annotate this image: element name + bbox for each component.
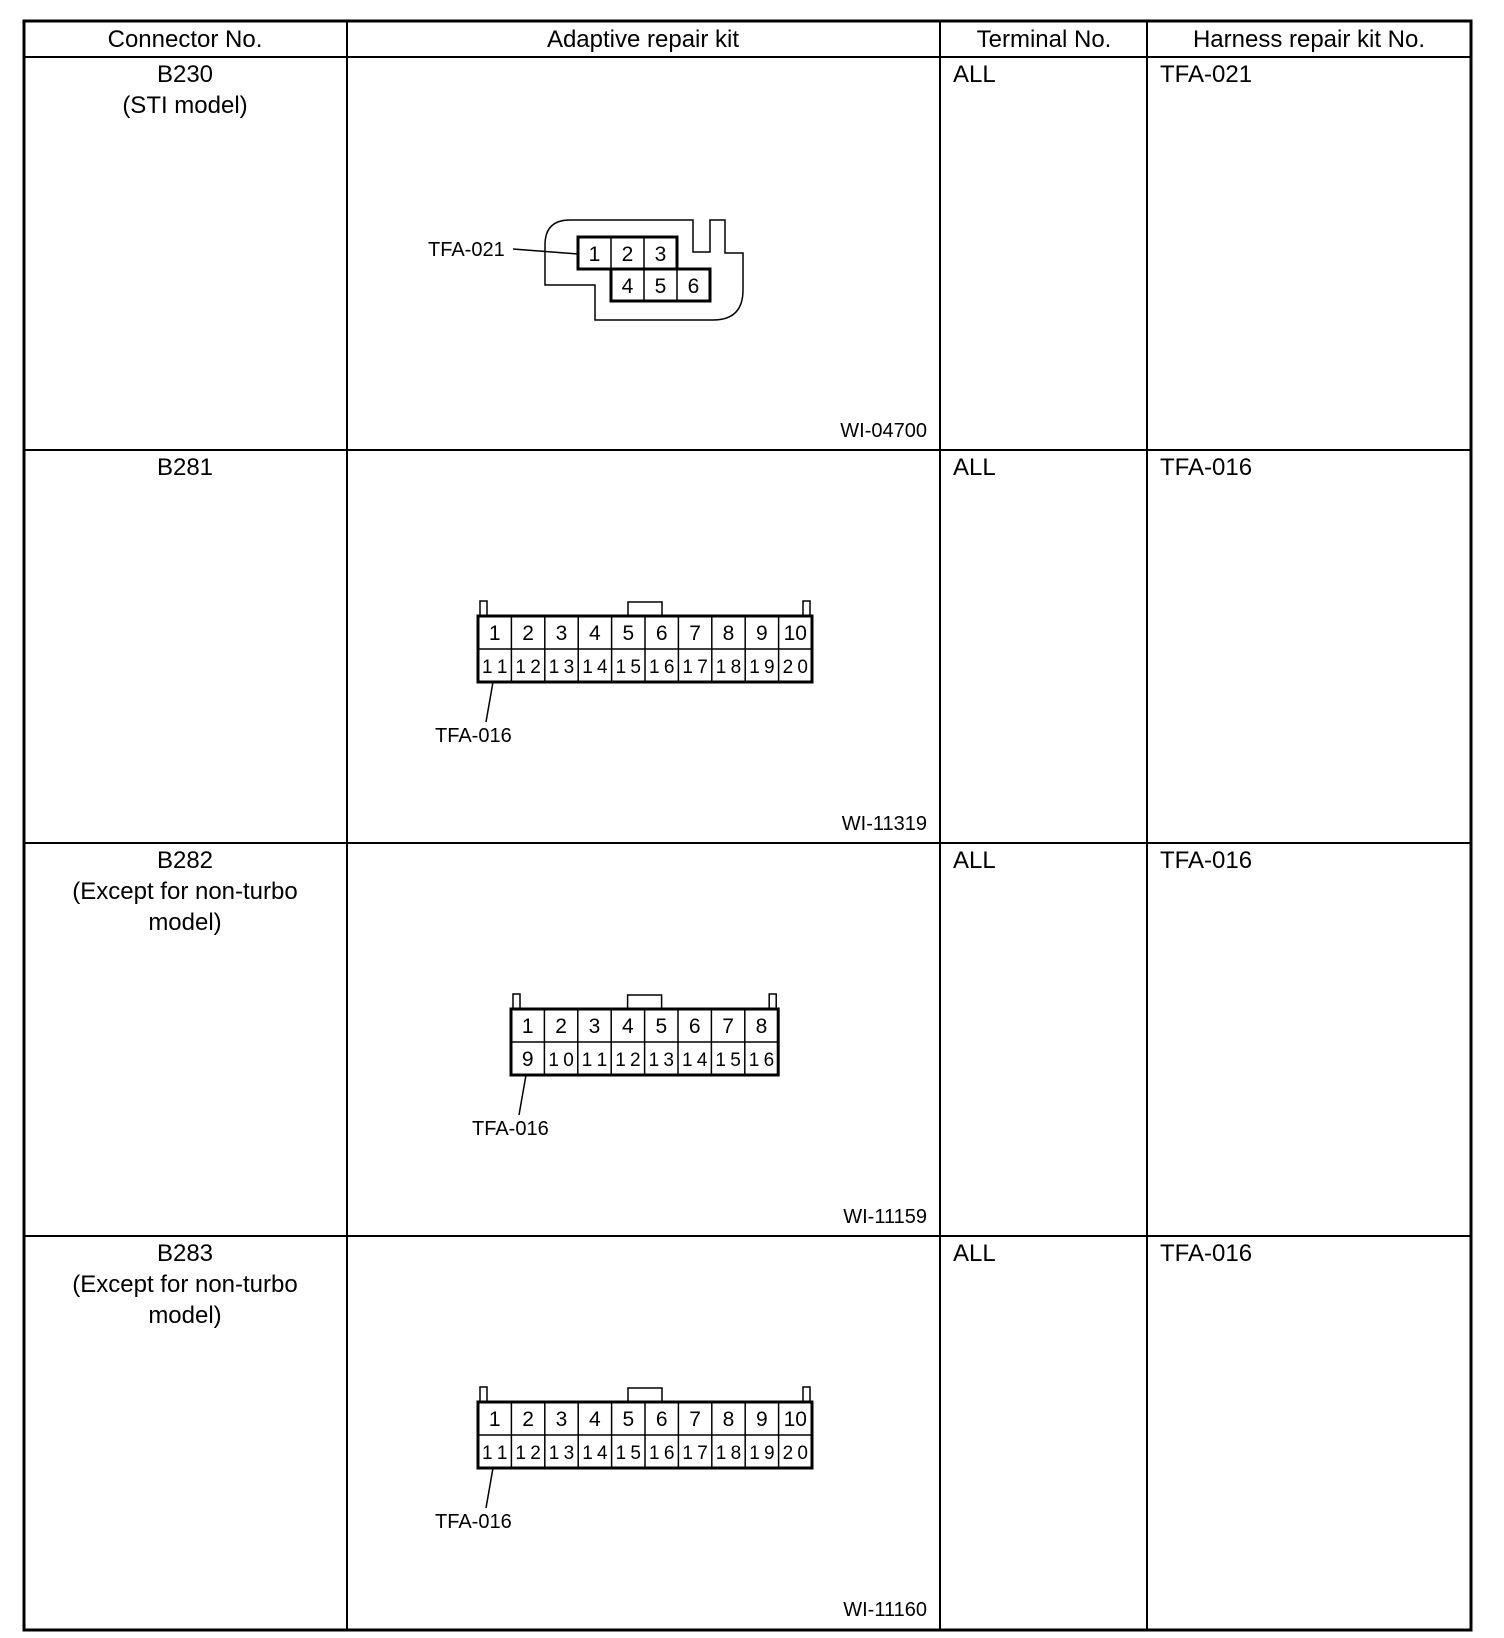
key-tab: [628, 1388, 662, 1402]
latch-tab: [480, 1387, 487, 1402]
pin-label: 8: [722, 1408, 735, 1431]
header-row: [108, 26, 1425, 53]
kit-label: TFA-016: [435, 725, 512, 747]
pin-label: 2: [555, 1015, 567, 1038]
pin-label: 1: [488, 622, 501, 645]
figure-code: WI-11319: [841, 813, 927, 835]
figure-code: WI-04700: [840, 420, 927, 442]
pin-label: 14: [582, 1443, 608, 1464]
pin-label: 5: [654, 275, 667, 298]
pin-label: 17: [682, 1443, 708, 1464]
pin-label: 14: [682, 1050, 708, 1071]
leader-line: [519, 1075, 526, 1115]
pin-label: 3: [555, 1408, 568, 1431]
header-kit: Adaptive repair kit: [546, 26, 740, 53]
pin-label: 14: [582, 657, 608, 678]
pin-label: 16: [649, 657, 675, 678]
connector-no: B283: [156, 1240, 214, 1267]
pin-grid: [478, 1387, 812, 1508]
header-harness: Harness repair kit No.: [1192, 26, 1426, 53]
pin-label: 3: [555, 622, 568, 645]
pin-label: 17: [682, 657, 708, 678]
terminal-no: ALL: [953, 1240, 996, 1267]
key-tab: [628, 995, 662, 1009]
pin-label: 19: [749, 657, 775, 678]
harness-kit-no: TFA-021: [1160, 61, 1253, 88]
pin-label: 6: [688, 1015, 701, 1038]
harness-kit-no: TFA-016: [1160, 454, 1253, 481]
pin-label: 9: [756, 622, 768, 645]
table-row: [157, 454, 1252, 835]
connector-note: (STI model): [122, 92, 248, 119]
pin-label: 16: [649, 1443, 675, 1464]
pin-label: 18: [715, 1443, 742, 1464]
table-row: [72, 847, 1252, 1228]
table-grid: [24, 21, 1471, 1630]
connector-diagram: [428, 220, 927, 442]
kit-label: TFA-016: [472, 1118, 549, 1140]
pin-label: 1: [521, 1015, 534, 1038]
pin-label: 5: [622, 1408, 635, 1431]
pin-label: 5: [622, 622, 635, 645]
pin-label: 3: [588, 1015, 601, 1038]
connector-note: model): [148, 1302, 222, 1329]
latch-tab: [769, 994, 776, 1009]
pin-label: 9: [756, 1408, 768, 1431]
connector-diagram: [435, 1387, 927, 1621]
pin-label: 7: [689, 1408, 701, 1431]
pin-label: 6: [655, 622, 668, 645]
harness-kit-no: TFA-016: [1160, 847, 1253, 874]
pin-label: 7: [689, 622, 701, 645]
pin-label: 8: [755, 1015, 768, 1038]
pin-label: 12: [515, 657, 541, 678]
pin-label: 2: [522, 622, 534, 645]
pin-label: 10: [783, 1408, 807, 1431]
connector-no: B282: [156, 847, 214, 874]
header-connector: Connector No.: [107, 26, 263, 53]
pin-label: 11: [482, 657, 508, 678]
pin-grid: [511, 994, 778, 1115]
pin-label: 15: [615, 657, 641, 678]
pin-label: 12: [615, 1050, 641, 1071]
pin-label: 8: [722, 622, 735, 645]
terminal-no: ALL: [953, 454, 996, 481]
pin-label: 15: [715, 1050, 741, 1071]
pin-label: 20: [782, 1443, 808, 1464]
pin-label: 9: [521, 1048, 534, 1071]
pin-label: 13: [648, 1050, 674, 1071]
latch-tab: [513, 994, 520, 1009]
pin-label: 6: [687, 275, 700, 298]
leader-line: [486, 682, 493, 722]
connector-note: model): [148, 909, 222, 936]
kit-label: TFA-021: [428, 239, 505, 261]
latch-tab: [480, 601, 487, 616]
terminal-no: ALL: [953, 847, 996, 874]
header-terminal: Terminal No.: [976, 26, 1112, 53]
pin-label: 10: [548, 1050, 574, 1071]
pin-label: 18: [715, 657, 742, 678]
pin-label: 4: [621, 275, 634, 298]
connector-no: B281: [156, 454, 214, 481]
connector-no: B230: [156, 61, 214, 88]
pin-label: 13: [548, 1443, 575, 1464]
pin-label: 1: [488, 1408, 501, 1431]
figure-code: WI-11160: [843, 1599, 927, 1621]
pin-label: 6: [655, 1408, 668, 1431]
pin-label: 5: [655, 1015, 668, 1038]
kit-label: TFA-016: [435, 1511, 512, 1533]
pin-label: 4: [589, 622, 601, 645]
pin-label: 11: [482, 1443, 508, 1464]
key-tab: [628, 602, 662, 616]
table-row: [122, 61, 1252, 442]
pin-label: 12: [515, 1443, 541, 1464]
connector-diagram: [472, 994, 927, 1228]
pin-label: 2: [522, 1408, 534, 1431]
pin-label: 3: [654, 243, 667, 266]
figure-code: WI-11159: [843, 1206, 927, 1228]
pin-label: 10: [783, 622, 807, 645]
pin-label: 16: [748, 1050, 775, 1071]
pin-label: 15: [615, 1443, 641, 1464]
pin-label: 4: [589, 1408, 601, 1431]
harness-kit-no: TFA-016: [1160, 1240, 1253, 1267]
pin-label: 11: [581, 1050, 608, 1071]
pin-label: 20: [782, 657, 808, 678]
pin-label: 2: [621, 243, 634, 266]
connector-note: (Except for non-turbo: [72, 878, 298, 905]
pin-grid: [478, 601, 812, 722]
terminal-no: ALL: [953, 61, 996, 88]
pin-label: 13: [548, 657, 575, 678]
connector-diagram: [435, 601, 927, 835]
pin-label: 19: [749, 1443, 775, 1464]
leader-line: [486, 1468, 493, 1508]
pin-label: 1: [588, 243, 601, 266]
pin-label: 7: [722, 1015, 734, 1038]
latch-tab: [803, 1387, 810, 1402]
table-row: [72, 1240, 1252, 1621]
pin-label: 4: [622, 1015, 634, 1038]
latch-tab: [803, 601, 810, 616]
connector-note: (Except for non-turbo: [72, 1271, 298, 1298]
